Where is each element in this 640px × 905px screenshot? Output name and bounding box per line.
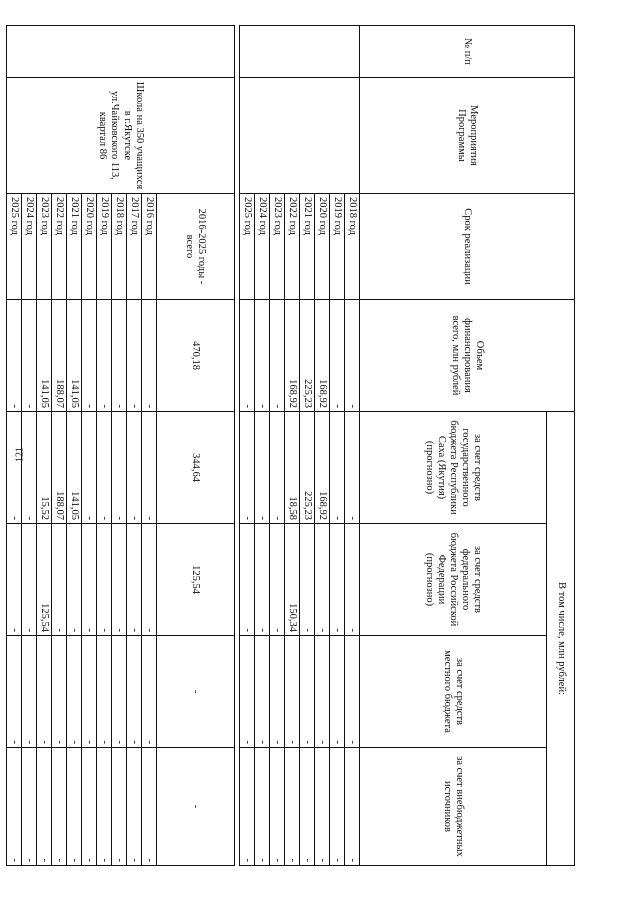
period-cell: 2022 год	[52, 194, 67, 300]
period-cell: 2016-2025 годы - всего	[156, 194, 234, 300]
period-cell: 2020 год	[315, 194, 330, 300]
extra-value: -	[67, 748, 82, 866]
total-value: -	[240, 300, 255, 412]
page-number: 121	[14, 447, 26, 462]
federal-value: -	[52, 524, 67, 636]
total-value: 141,05	[37, 300, 52, 412]
period-cell: 2016 год	[141, 194, 156, 300]
local-value: -	[126, 636, 141, 748]
local-value: -	[22, 636, 37, 748]
header-number: № п/п	[360, 26, 575, 78]
republic-value: -	[22, 412, 37, 524]
table-row	[345, 26, 360, 866]
extra-value: -	[300, 748, 315, 866]
period-cell: 2023 год	[270, 194, 285, 300]
local-value: -	[255, 636, 270, 748]
local-value: -	[330, 636, 345, 748]
period-cell: 2019 год	[96, 194, 111, 300]
federal-value: -	[255, 524, 270, 636]
header-extrabudgetary: за счет внебюджетных источников	[360, 748, 547, 866]
republic-value: 168,92	[315, 412, 330, 524]
extra-value: -	[111, 748, 126, 866]
extra-value: -	[285, 748, 300, 866]
local-value: -	[67, 636, 82, 748]
total-value: 225,23	[300, 300, 315, 412]
header-republic-budget: за счет средств государственного бюджета Республики Саха (Якутия) (прогнозно)	[360, 412, 547, 524]
federal-value: -	[7, 524, 22, 636]
extra-value: -	[126, 748, 141, 866]
local-value: -	[300, 636, 315, 748]
extra-value: -	[141, 748, 156, 866]
extra-value: -	[255, 748, 270, 866]
extra-value: -	[22, 748, 37, 866]
period-cell: 2022 год	[285, 194, 300, 300]
federal-value: 125,54	[37, 524, 52, 636]
federal-value: -	[67, 524, 82, 636]
republic-value: -	[330, 412, 345, 524]
republic-value: -	[141, 412, 156, 524]
header-activity: Мероприятия Программы	[360, 78, 575, 194]
federal-value: -	[345, 524, 360, 636]
local-value: -	[37, 636, 52, 748]
total-row	[156, 26, 234, 866]
federal-value: -	[111, 524, 126, 636]
local-value: -	[81, 636, 96, 748]
total-value: -	[7, 300, 22, 412]
total-value: 470,18	[156, 300, 234, 412]
local-value: -	[315, 636, 330, 748]
period-cell: 2024 год	[22, 194, 37, 300]
federal-value: 125,54	[156, 524, 234, 636]
header-federal-budget: за счет средств федерального бюджета Российской Федерации (прогнозно)	[360, 524, 547, 636]
total-value: -	[330, 300, 345, 412]
local-value: -	[52, 636, 67, 748]
extra-value: -	[7, 748, 22, 866]
extra-value: -	[156, 748, 234, 866]
row-number-cell	[7, 26, 235, 78]
header-total-financing: Объем финансирования всего, млн рублей	[360, 300, 575, 412]
republic-value: -	[126, 412, 141, 524]
table-header	[360, 26, 575, 866]
local-value: -	[141, 636, 156, 748]
federal-value: -	[315, 524, 330, 636]
federal-value: -	[126, 524, 141, 636]
total-value: -	[270, 300, 285, 412]
total-value: 141,05	[67, 300, 82, 412]
total-value: -	[81, 300, 96, 412]
extra-value: -	[96, 748, 111, 866]
period-cell: 2025 год	[240, 194, 255, 300]
period-cell: 2018 год	[111, 194, 126, 300]
local-value: -	[156, 636, 234, 748]
financing-table	[6, 25, 575, 866]
activity-name	[240, 78, 360, 194]
total-value: 188,07	[52, 300, 67, 412]
republic-value: 141,05	[67, 412, 82, 524]
republic-value: -	[345, 412, 360, 524]
republic-value: -	[81, 412, 96, 524]
period-cell: 2024 год	[255, 194, 270, 300]
extra-value: -	[37, 748, 52, 866]
republic-value: -	[240, 412, 255, 524]
republic-value: -	[111, 412, 126, 524]
row-number-cell	[240, 26, 360, 78]
period-cell: 2018 год	[345, 194, 360, 300]
republic-value: -	[7, 412, 22, 524]
extra-value: -	[345, 748, 360, 866]
republic-value: -	[270, 412, 285, 524]
total-value: 168,92	[315, 300, 330, 412]
total-value: -	[111, 300, 126, 412]
table-body	[7, 26, 360, 866]
extra-value: -	[330, 748, 345, 866]
federal-value: 150,34	[285, 524, 300, 636]
local-value: -	[240, 636, 255, 748]
total-value: -	[126, 300, 141, 412]
extra-value: -	[240, 748, 255, 866]
federal-value: -	[330, 524, 345, 636]
separator-cell	[234, 26, 239, 866]
extra-value: -	[52, 748, 67, 866]
period-cell: 2021 год	[67, 194, 82, 300]
total-value: 168,92	[285, 300, 300, 412]
period-cell: 2019 год	[330, 194, 345, 300]
federal-value: -	[81, 524, 96, 636]
activity-name: Школа на 350 учащихся в г.Якутске ул.Чайковского 113, квартал 86	[7, 78, 235, 194]
local-value: -	[7, 636, 22, 748]
period-cell: 2020 год	[81, 194, 96, 300]
header-local-budget: за счет средств местного бюджета	[360, 636, 547, 748]
header-group-including: В том числе, млн рублей:	[547, 412, 575, 866]
federal-value: -	[141, 524, 156, 636]
local-value: -	[345, 636, 360, 748]
local-value: -	[285, 636, 300, 748]
header-period: Срок реализации	[360, 194, 575, 300]
republic-value: 18,58	[285, 412, 300, 524]
republic-value: 344,64	[156, 412, 234, 524]
federal-value: -	[270, 524, 285, 636]
period-cell: 2017 год	[126, 194, 141, 300]
local-value: -	[111, 636, 126, 748]
total-value: -	[255, 300, 270, 412]
republic-value: 188,07	[52, 412, 67, 524]
federal-value: -	[22, 524, 37, 636]
republic-value: -	[96, 412, 111, 524]
republic-value: 15,52	[37, 412, 52, 524]
total-value: -	[141, 300, 156, 412]
total-value: -	[345, 300, 360, 412]
extra-value: -	[270, 748, 285, 866]
period-cell: 2025 год	[7, 194, 22, 300]
block-separator	[234, 26, 239, 866]
local-value: -	[270, 636, 285, 748]
period-cell: 2023 год	[37, 194, 52, 300]
local-value: -	[96, 636, 111, 748]
republic-value: 225,23	[300, 412, 315, 524]
extra-value: -	[315, 748, 330, 866]
republic-value: -	[255, 412, 270, 524]
period-cell: 2021 год	[300, 194, 315, 300]
federal-value: -	[300, 524, 315, 636]
federal-value: -	[96, 524, 111, 636]
federal-value: -	[240, 524, 255, 636]
total-value: -	[96, 300, 111, 412]
extra-value: -	[81, 748, 96, 866]
total-value: -	[22, 300, 37, 412]
